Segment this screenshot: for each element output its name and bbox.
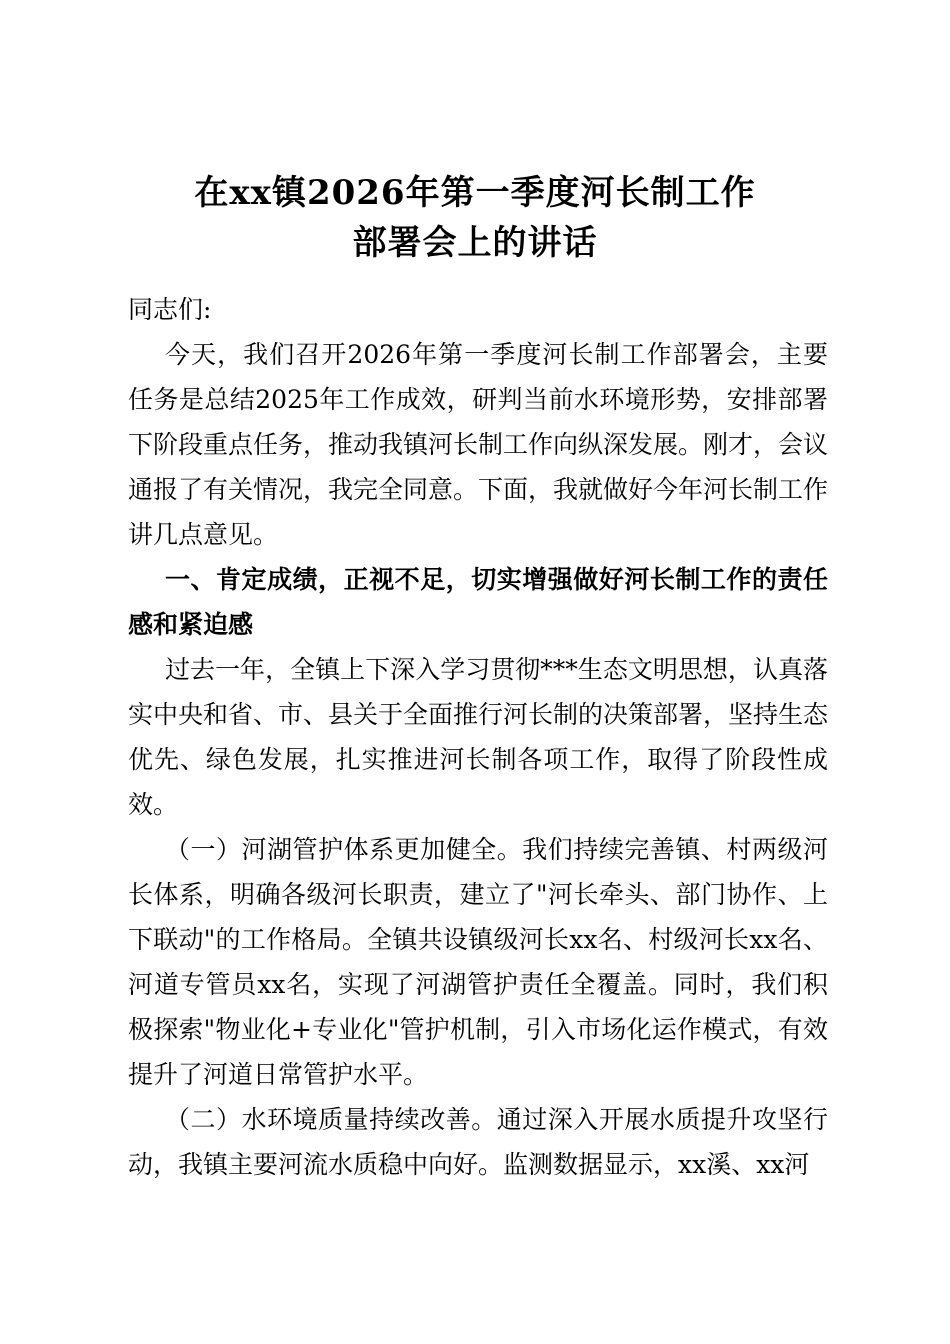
paragraph-past-year: 过去一年，全镇上下深入学习贯彻***生态文明思想，认真落实中央和省、市、县关于全面推行河长制的决策部署，坚持生态优先、绿色发展，扎实推进河长制各项工作，取得了阶段性成效。: [128, 655, 829, 819]
title-line-2: 部署会上的讲话: [352, 223, 598, 263]
document-body: [128, 287, 828, 1187]
paragraph-subsection-1: （一）河湖管护体系更加健全。我们持续完善镇、村两级河长体系，明确各级河长职责，建立了"河长牵头、部门协作、上下联动"的工作格局。全镇共设镇级河长xx名、村级河长xx名、河道专管员xx名，实现了河湖管护责任全覆盖。同时，我们积极探索"物业化+专业化"管护机制，引入市场化运作模式，有效提升了河道日常管护水平。: [128, 835, 828, 1089]
section-heading-1: 一、肯定成绩，正视不足，切实增强做好河长制工作的责任感和紧迫感: [128, 565, 828, 639]
paragraph-subsection-2: （二）水环境质量持续改善。通过深入开展水质提升攻坚行动，我镇主要河流水质稳中向好。监测数据显示，xx溪、xx河: [128, 1105, 828, 1179]
title-line-1: 在xx镇2026年第一季度河长制工作: [194, 173, 756, 213]
salutation: 同志们:: [128, 295, 212, 324]
document-title: [0, 168, 950, 268]
paragraph-opening: 今天，我们召开2026年第一季度河长制工作部署会，主要任务是总结2025年工作成效，研判当前水环境形势，安排部署下阶段重点任务，推动我镇河长制工作向纵深发展。刚才，会议通报了有关情况，我完全同意。下面，我就做好今年河长制工作讲几点意见。: [128, 340, 829, 549]
